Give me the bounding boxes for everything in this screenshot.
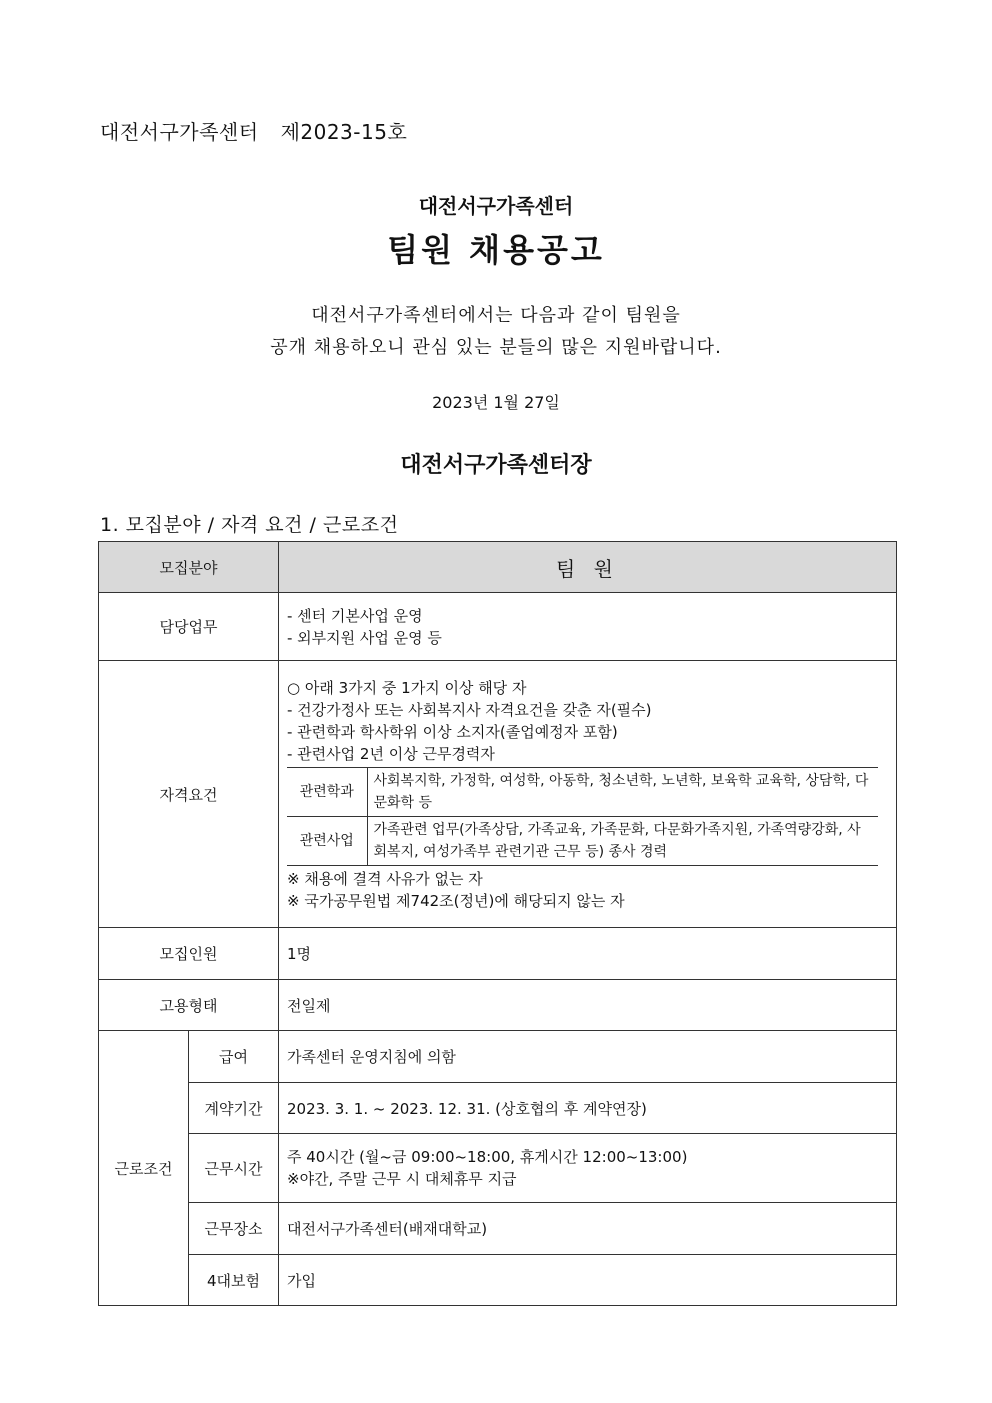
related-table bbox=[287, 767, 878, 866]
duty-line: - 외부지원 사업 운영 등 bbox=[287, 628, 442, 647]
duty-label: 담당업무 bbox=[99, 593, 279, 661]
row-salary bbox=[99, 1031, 897, 1083]
condition-value bbox=[279, 1134, 897, 1203]
row-work-hours bbox=[99, 1134, 897, 1203]
work-hours-line: 주 40시간 (월~금 09:00~18:00, 휴게시간 12:00~13:00) bbox=[287, 1148, 688, 1166]
employment-label: 고용형태 bbox=[99, 980, 279, 1031]
duty-value bbox=[279, 593, 897, 661]
row-insurance bbox=[99, 1255, 897, 1306]
conditions-label: 근로조건 bbox=[99, 1031, 189, 1306]
condition-value: 가족센터 운영지침에 의함 bbox=[279, 1031, 897, 1083]
doc-org: 대전서구가족센터 bbox=[100, 120, 259, 144]
condition-label: 근무장소 bbox=[189, 1203, 279, 1255]
row-duty bbox=[99, 593, 897, 661]
condition-value: 2023. 3. 1. ~ 2023. 12. 31. (상호협의 후 계약연장) bbox=[279, 1083, 897, 1134]
intro-text bbox=[0, 300, 992, 364]
qual-line: ○ 아래 3가지 중 1가지 이상 해당 자 bbox=[287, 678, 527, 697]
row-contract-period bbox=[99, 1083, 897, 1134]
related-biz-value: 가족관련 업무(가족상담, 가족교육, 가족문화, 다문화가족지원, 가족역량강화, 사회복지, 여성가족부 관련기관 근무 등) 종사 경력 bbox=[367, 816, 878, 865]
org-name: 대전서구가족센터 bbox=[418, 194, 574, 218]
field-label: 모집분야 bbox=[99, 542, 279, 593]
qual-line: - 관련학과 학사학위 이상 소지자(졸업예정자 포함) bbox=[287, 722, 618, 741]
condition-label: 계약기간 bbox=[189, 1083, 279, 1134]
row-field bbox=[99, 542, 897, 593]
recruitment-table bbox=[98, 541, 897, 1306]
page-title: 팀원 채용공고 bbox=[387, 231, 605, 269]
row-work-place bbox=[99, 1203, 897, 1255]
document-number bbox=[100, 116, 407, 145]
employment-value: 전일제 bbox=[279, 980, 897, 1031]
qual-label: 자격요건 bbox=[99, 661, 279, 928]
qual-note: ※ 국가공무원법 제742조(정년)에 해당되지 않는 자 bbox=[287, 891, 625, 910]
related-biz-label: 관련사업 bbox=[287, 816, 367, 865]
work-hours-line: ※야간, 주말 근무 시 대체휴무 지급 bbox=[287, 1170, 517, 1188]
condition-label: 4대보험 bbox=[189, 1255, 279, 1306]
field-value: 팀 원 bbox=[279, 542, 897, 593]
row-employment bbox=[99, 980, 897, 1031]
condition-value: 가입 bbox=[279, 1255, 897, 1306]
duty-line: - 센터 기본사업 운영 bbox=[287, 606, 423, 625]
row-headcount bbox=[99, 928, 897, 980]
intro-line-2: 공개 채용하오니 관심 있는 분들의 많은 지원바랍니다. bbox=[270, 337, 722, 358]
condition-label: 급여 bbox=[189, 1031, 279, 1083]
qual-value bbox=[279, 661, 897, 928]
doc-number: 제2023-15호 bbox=[280, 120, 408, 144]
section-1-title: 1. 모집분야 / 자격 요건 / 근로조건 bbox=[100, 514, 399, 536]
related-dept-label: 관련학과 bbox=[287, 767, 367, 816]
notice-date: 2023년 1월 27일 bbox=[432, 393, 560, 412]
signatory: 대전서구가족센터장 bbox=[400, 453, 592, 478]
headcount-value: 1명 bbox=[279, 928, 897, 980]
condition-label: 근무시간 bbox=[189, 1134, 279, 1203]
condition-value: 대전서구가족센터(배재대학교) bbox=[279, 1203, 897, 1255]
related-dept-value: 사회복지학, 가정학, 여성학, 아동학, 청소년학, 노년학, 보육학 교육학, 상담학, 다문화학 등 bbox=[367, 767, 878, 816]
row-qualification bbox=[99, 661, 897, 928]
intro-line-1: 대전서구가족센터에서는 다음과 같이 팀원을 bbox=[311, 305, 681, 326]
qual-line: - 건강가정사 또는 사회복지사 자격요건을 갖춘 자(필수) bbox=[287, 700, 652, 719]
qual-note: ※ 채용에 결격 사유가 없는 자 bbox=[287, 869, 483, 888]
headcount-label: 모집인원 bbox=[99, 928, 279, 980]
qual-line: - 관련사업 2년 이상 근무경력자 bbox=[287, 744, 495, 763]
